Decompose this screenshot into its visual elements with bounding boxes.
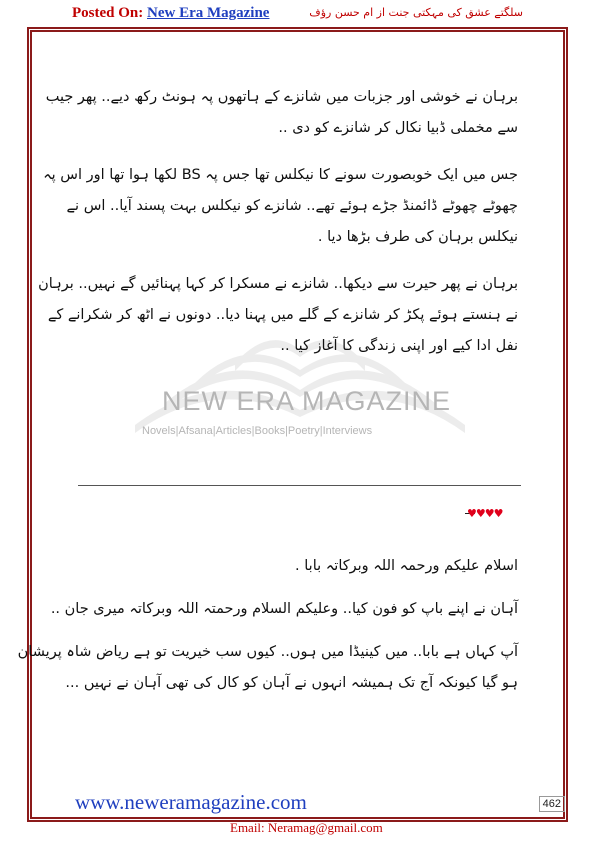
text-line: برہان نے پھر حیرت سے دیکھا.. شانزے نے مسکرا کر کہا پہنائیں گے نہیں.. برہان bbox=[38, 276, 518, 292]
paragraph bbox=[43, 160, 518, 253]
section-divider bbox=[78, 485, 521, 486]
paragraph bbox=[17, 637, 518, 699]
text-line: آہان نے اپنے باپ کو فون کیا.. وعلیکم السلام ورحمتہ اللہ وبرکاتہ میری جان .. bbox=[50, 601, 518, 617]
text-line: نیکلس برہان کی طرف بڑھا دیا . bbox=[317, 229, 518, 245]
posted-label: Posted On: bbox=[72, 5, 144, 21]
text-line: جس میں ایک خوبصورت سونے کا نیکلس تھا جس پہ BS لکھا ہوا تھا اور اس پہ bbox=[43, 167, 518, 183]
paragraph bbox=[45, 82, 518, 144]
paragraph bbox=[50, 594, 518, 625]
story-section-1 bbox=[38, 82, 518, 362]
text-line: اسلام علیکم ورحمہ اللہ وبرکاتہ بابا . bbox=[295, 558, 518, 574]
text-line: نفل ادا کیے اور اپنی زندگی کا آغاز کیا .. bbox=[280, 338, 518, 354]
watermark-title: NEW ERA MAGAZINE bbox=[162, 386, 452, 416]
website-link[interactable]: www.neweramagazine.com bbox=[75, 790, 307, 814]
text-line: چھوٹے چھوٹے ڈائمنڈ جڑے ہوئے تھے.. شانزے کو نیکلس بہت پسند آیا.. اس نے bbox=[66, 198, 518, 214]
text-line: آپ کہاں ہے بابا.. میں کینیڈا میں ہوں.. کیوں سب خیریت تو ہے ریاض شاہ پریشان bbox=[17, 644, 518, 660]
story-section-2 bbox=[17, 551, 518, 699]
text-line: ہو گیا کیونکہ آج تک ہمیشہ انہوں نے آہان کو کال کی تھی آہان نے نہیں ... bbox=[65, 675, 518, 691]
contact-email: Email: Neramag@gmail.com bbox=[230, 820, 383, 835]
paragraph bbox=[38, 269, 518, 362]
text-line: سے مخملی ڈبیا نکال کر شانزے کو دی .. bbox=[278, 120, 518, 136]
watermark-tagline: Novels|Afsana|Articles|Books|Poetry|Interviews bbox=[142, 425, 373, 437]
page-number: 462 bbox=[539, 796, 565, 812]
hearts-icon: ♥♥♥♥ bbox=[467, 507, 503, 520]
paragraph bbox=[78, 551, 518, 582]
text-line: نے ہنستے ہوئے پکڑ کر شانزے کے گلے میں پہنا دیا.. دونوں نے اٹھ کر شکرانے کے bbox=[47, 307, 518, 323]
magazine-link[interactable]: New Era Magazine bbox=[147, 5, 270, 21]
posted-on-header bbox=[72, 5, 269, 22]
text-line: برہان نے خوشی اور جزبات میں شانزے کے ہاتھوں پہ ہونٹ رکھ دیے.. پھر جیب bbox=[45, 89, 518, 105]
story-title: سلگتے عشق کی مہکتی جنت از ام حسن رؤف bbox=[309, 6, 523, 19]
